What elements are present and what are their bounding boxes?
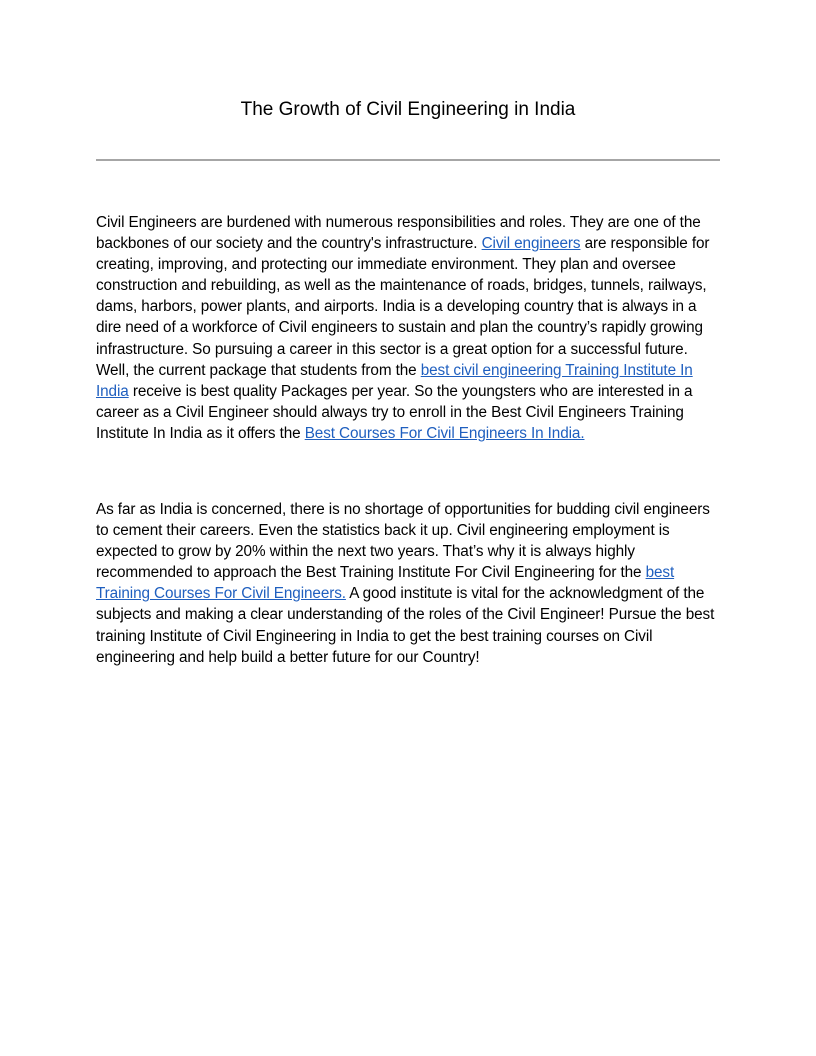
paragraph-1 [96,212,720,444]
paragraph-2-text-a: As far as India is concerned, there is no shortage of opportunities for budding civil engineers to cement their careers. Even the statistics back it up. Civil engineering employment is expected to grow by 20% within the next two years. That’s why it is always highly recommended to approach the Best Training Institute For Civil Engineering for the [96,501,710,582]
paragraph-1-text-b: are responsible for creating, improving, and protecting our immediate environment. They plan and oversee construction and rebuilding, as well as the maintenance of roads, bridges, tunnels, railways, dams, harbors, power plants, and airports. India is a developing country that is always in a dire need of a workforce of Civil engineers to sustain and plan the country’s rapidly growing infrastructure. So pursuing a career in this sector is a great option for a successful future. Well, the current package that students from the [96,235,710,379]
link-best-courses[interactable]: Best Courses For Civil Engineers In India. [304,424,585,442]
document-title: The Growth of Civil Engineering in India [240,99,576,120]
link-best-training-institute[interactable]: best civil engineering Training Institute In India [96,361,693,400]
paragraph-1-text-c: receive is best quality Packages per year. So the youngsters who are interested in a career as a Civil Engineer should always try to enroll in the Best Civil Engineers Training Institute In India as it offers the [96,382,693,442]
link-civil-engineers[interactable]: Civil engineers [481,235,581,253]
paragraph-2 [96,499,720,668]
paragraph-2-text-b: A good institute is vital for the acknowledgment of the subjects and making a clear understanding of the roles of the Civil Engineer! Pursue the best training Institute of Civil Engineering in India to get the best training courses on Civil engineering and help build a better future for our Country! [96,585,715,666]
link-best-training-courses[interactable]: best Training Courses For Civil Engineers. [96,564,675,603]
title-divider [96,159,720,161]
paragraph-1-text-a: Civil Engineers are burdened with numerous responsibilities and roles. They are one of the backbones of our society and the country's infrastructure. [96,214,701,253]
